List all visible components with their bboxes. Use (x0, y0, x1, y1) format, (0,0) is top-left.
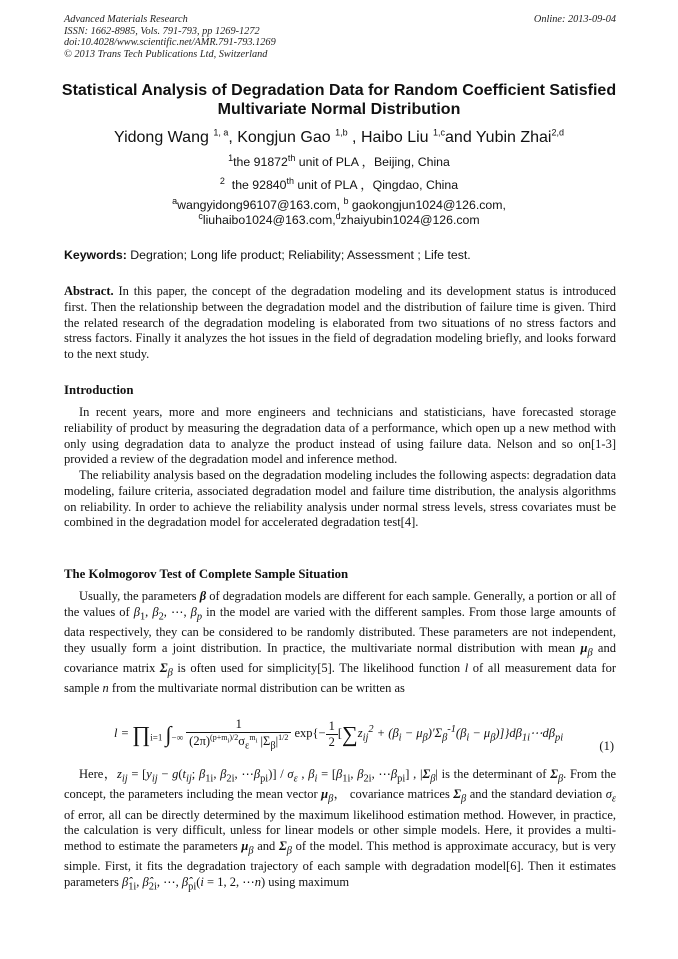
online-date: Online: 2013-09-04 (533, 14, 616, 25)
author-name: Yidong Wang (113, 129, 209, 146)
author-list: Yidong Wang $^{1, a}$, Kongjun Gao $^{1,b}$ , Haibo Liu $^{1,c}$and Yubin Zhai$^{2,d}$ (113, 127, 564, 146)
affiliation-2: $^2$ the 92840th unit of PLA ，Qingdao, China (219, 175, 459, 192)
abstract (64, 284, 616, 363)
likelihood-formula: $l = \prod_{i=1}$ $\int_{-\infty}$ $\frac{1}{(2\pi)^{(p+m_i)/2}\sigma_\varepsilon^{m_i} |\Sigma_\beta|^{1/2}}$ exp{− $\frac{1}{2}$ [$\sum z_{ij}^2 + (\beta_i - \mu_\beta)'\Sigma_\beta^{-1}(\beta_i$ − $\mu_\beta)]\}d\beta_{1i}\cdots d\beta_{pi}$ (114, 717, 564, 752)
email-line-2: $^c$liuhaibo1024@163.com,$^d$zhaiyubin1024@126.com (198, 210, 480, 227)
affiliation-1: $^1$the 91872th unit of PLA ，Beijing, China (228, 152, 450, 169)
author-name: Haibo Liu (360, 129, 429, 146)
author-name: Yubin Zhai (475, 129, 552, 146)
section-heading-kolmogorov: The Kolmogorov Test of Complete Sample Situation (64, 567, 349, 581)
section-heading-introduction: Introduction (64, 383, 134, 397)
journal-header (64, 14, 616, 60)
ks-paragraph-1: Usually, the parameters β of degradation models are different for each sample. Generally, a portion or all of the values of $\beta_1$, $\beta_2$, ⋯, $\beta_p$ in the model are varied with the different samples. From those large amounts of data respectively, they can be considered to be randomly distributed. These parameters are not independent, they usually form a joint distribution. In practice, the multivariate normal distribution with mean $\mu_\beta$ and covariance matrix $\Sigma_\beta$ is often used for simplicity[5]. The likelihood function l of all measurement data for sample n from the multivariate normal distribution can be written as (64, 589, 617, 696)
author-sup: 1,c (433, 127, 446, 138)
keywords (64, 248, 624, 262)
title-line-1: Statistical Analysis of Degradation Data for Random Coefficient Satisfied (61, 82, 617, 99)
author-sup: 2,d (551, 127, 564, 138)
title-line-2: Multivariate Normal Distribution (217, 101, 461, 118)
issn-line: ISSN: 1662-8985, Vols. 791-793, pp 1269-1272 (64, 25, 260, 37)
equation-number: (1) (599, 739, 614, 753)
abstract-label: Abstract. (64, 284, 114, 298)
intro-paragraph-2: The reliability analysis based on the degradation modeling includes the following aspects: degradation data modeling, failure criteria, associated degradation model and failure time distribution, the analysis algorithms on reliability. In order to achieve the reliability analysis under normal stress levels, stress covariates must be combined in the degradation model for accelerated degradation test[4]. (64, 468, 616, 530)
author-sup: 1,b (335, 127, 348, 138)
paper-title (50, 81, 628, 119)
author-sup: 1, a (213, 127, 229, 138)
author-name: Kongjun Gao (237, 129, 331, 146)
intro-paragraph-1: In recent years, more and more engineers and technicians and statisticians, have forecasted storage reliability of product by measuring the degradation data of a performance, which open up a new method with only using degradation data to analyze the product instead of using failure data. Nelson and so on[1-3] provided a review of the degradation model and inference method. (64, 405, 616, 467)
keywords-label: Keywords: (64, 248, 127, 262)
email-line-1: $^a$wangyidong96107@163.com, $^b$ gaokongjun1024@126.com, (172, 195, 506, 212)
copyright-line: © 2013 Trans Tech Publications Ltd, Switzerland (64, 48, 268, 60)
keywords-text: Degration; Long life product; Reliability; Assessment ; Life test. (126, 248, 471, 262)
journal-name: Advanced Materials Research (64, 14, 188, 25)
doi-line: doi:10.4028/www.scientific.net/AMR.791-793.1269 (64, 37, 276, 49)
ks-paragraph-2: Here，$z_{ij} = [y_{ij} - g(t_{ij}$; $\beta_{1i}$, $\beta_{2i}$, $\cdots\beta_{pi})] / \sigma_\varepsilon$ , $\beta_i = [\beta_{1i}$, $\beta_{2i}$, $\cdots\beta_{pi}$] , $|\Sigma_\beta|$ is the determinant of $\Sigma_\beta$. From the concept, the parameters including the mean vector $\mu_\beta$， covariance matrices $\Sigma_\beta$ and the standard deviation $\sigma_\varepsilon$ of error, all can be directly determined by the maximum likelihood estimation method. However, in practice, the calculation is very difficult, unless for linear models or other simple models. Here, it provides a multi-method to estimate the parameters $\mu_\beta$ and $\Sigma_\beta$ of the model. This method is approximate accuracy, but is very simple. First, it fits the degradation trajectory of each sample with degradation model[6]. Then it estimates parameters $\betâ_{1i}$, $\betâ_{2i}$, ⋯, $\betâ_{pi}(i = 1$, 2, ⋯n) using maximum (64, 767, 617, 893)
abstract-text: In this paper, the concept of the degradation modeling and its development status is introduced first. Then the relationship between the degradation model and the distribution of failure time is given. Third the related research of the degradation modeling is elaborated from two situations of no stress factors and stress factors. Finally it analyzes the hot issues in the field of degradation modeling briefly, and looks forward to the next study. (64, 284, 616, 362)
